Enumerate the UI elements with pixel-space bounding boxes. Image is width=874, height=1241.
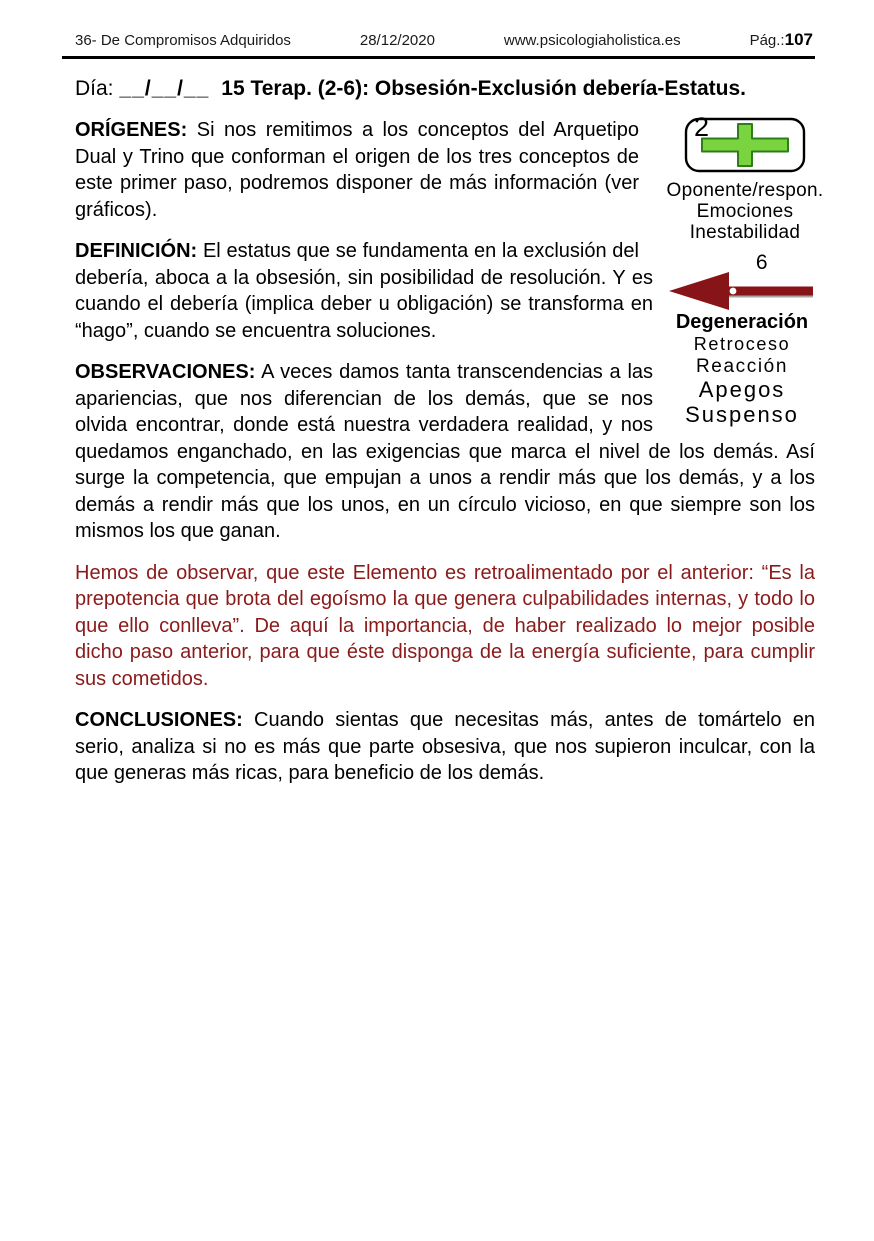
day-label: Día: (75, 77, 114, 100)
date-blanks: __/__/__ (119, 77, 210, 100)
section-text: Hemos de observar, que este Elemento es retroalimentado por el anterior: “Es la prepotencia que brota del egoísmo la que genera culpabilidades internas, y todo lo que ello conlleva”. De aquí la importancia, de haber realizado lo mejor posible dicho paso anterior, para que éste disponga de la energía suficiente, para cumplir sus cometidos. (75, 561, 815, 690)
figure-label: Oponente/respon. (666, 180, 824, 201)
page-number: 107 (784, 30, 813, 49)
header-date: 28/12/2020 (359, 32, 435, 49)
element-number: 6 (755, 251, 768, 274)
session-title: 15 Terap. (2-6): Obsesión-Exclusión debería-Estatus. (221, 77, 747, 100)
header-page (750, 30, 813, 50)
section-heading: CONCLUSIONES: (75, 709, 243, 731)
figure-element-2 (649, 112, 841, 243)
figure-label: Retroceso (693, 334, 791, 354)
left-arrow-icon (667, 270, 817, 312)
section-text: Si nos remitimos a los conceptos del Arquetipo Dual y Trino que conforman el origen de los tres conceptos de este primer paso, podremos disponer de más información (ver gráficos). (75, 119, 639, 221)
header-website: www.psicologiaholistica.es (503, 32, 681, 49)
page-header (62, 30, 815, 59)
section-text: A veces damos tanta transcendencias a las apariencias, que nos diferencian de los demás, que se nos olvida encontrar, donde está nuestra verdadera realidad, y nos quedamos enganchado, en las exigencias que marca el nivel de los demás. Así surge la competencia, que empujan a unos a rendir más que los demás, y a los demás a rendir más que los unos, en un círculo vicioso, en que siempre son los mismos los que ganan. (75, 361, 815, 542)
figure-label: Suspenso (685, 402, 799, 427)
element-number: 2 (694, 112, 710, 142)
section-text: El estatus que se fundamenta en la exclusión del debería, aboca a la obsesión, sin posibilidad de resolución. Y es cuando el debería (implica deber u obligación) se transforma en “hago”, cuando se encuentra soluciones. (75, 240, 653, 342)
figure-label: Reacción (695, 356, 788, 377)
section-heading: ORÍGENES: (75, 119, 188, 141)
figure-label: Emociones (696, 201, 794, 222)
page-body (0, 59, 874, 787)
section-text: Cuando sientas que necesitas más, antes de tomártelo en serio, analiza si no es más que parte obsesiva, que nos supieron inculcar, con la que generas más ricas, para beneficio de los demás. (75, 709, 815, 784)
figure-element-6 (665, 251, 819, 427)
section-heading: OBSERVACIONES: (75, 361, 256, 383)
arrow-badge (665, 251, 819, 311)
figure-label: Apegos (698, 377, 786, 402)
figure-label: Inestabilidad (689, 222, 801, 243)
figure-label: Degeneración (675, 311, 809, 333)
plus-badge (684, 112, 806, 173)
section-heading: DEFINICIÓN: (75, 240, 198, 262)
header-doc-title: 36- De Compromisos Adquiridos (75, 32, 291, 49)
section-nota-roja (75, 560, 815, 693)
section-conclusiones (75, 707, 815, 787)
page-label: Pág.: (749, 32, 785, 49)
page-title (75, 77, 815, 101)
